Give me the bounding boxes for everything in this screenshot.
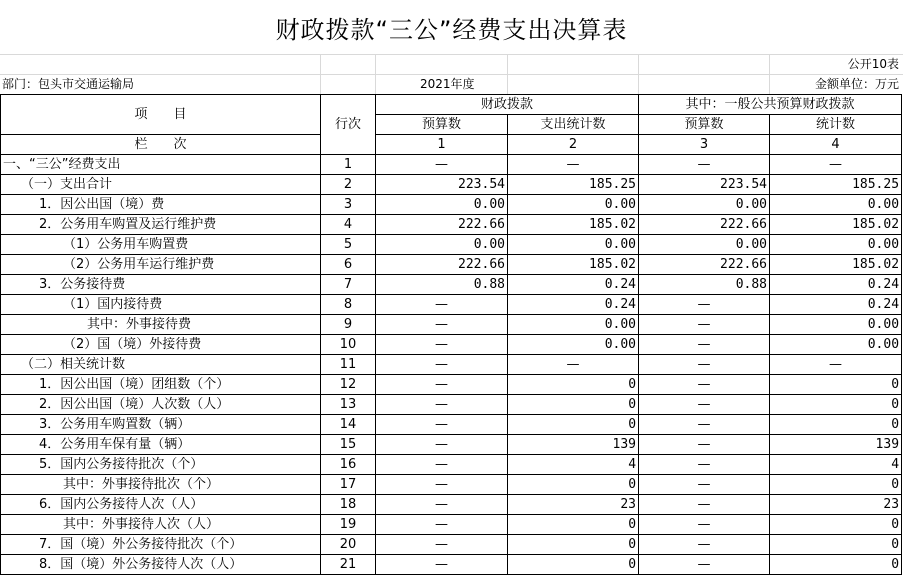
value-cell: 0: [508, 535, 639, 555]
table-row: [1, 175, 902, 195]
value-cell: 0.00: [770, 315, 902, 335]
row-label: 2．因公出国（境）人次数（人）: [1, 395, 321, 415]
value-cell: —: [376, 335, 508, 355]
row-label: （2）公务用车运行维护费: [1, 255, 321, 275]
value-cell: —: [639, 395, 770, 415]
table-row: [1, 435, 902, 455]
row-label: 8．国（境）外公务接待人次（人）: [1, 555, 321, 575]
value-cell: 0.00: [770, 335, 902, 355]
table-row: [1, 395, 902, 415]
table-row: [1, 375, 902, 395]
table-row: [1, 195, 902, 215]
value-cell: —: [376, 535, 508, 555]
row-line-no: 15: [321, 435, 376, 455]
value-cell: 0.88: [376, 275, 508, 295]
row-line-no: 12: [321, 375, 376, 395]
value-cell: 223.54: [376, 175, 508, 195]
table-row: [1, 235, 902, 255]
value-cell: 0.00: [376, 235, 508, 255]
row-label: 其中：外事接待批次（个）: [1, 475, 321, 495]
value-cell: 0: [508, 375, 639, 395]
value-cell: —: [508, 155, 639, 175]
year-label: 2021年度: [420, 77, 475, 91]
row-label: 其中：外事接待人次（人）: [1, 515, 321, 535]
table-row: [1, 495, 902, 515]
sheet-gridline: [320, 54, 321, 94]
row-label: 6．国内公务接待人次（人）: [1, 495, 321, 515]
value-cell: —: [376, 455, 508, 475]
row-label: 2．公务用车购置及运行维护费: [1, 215, 321, 235]
page-title: 财政拨款“三公”经费支出决算表: [275, 15, 628, 44]
table-row: [1, 555, 902, 575]
table-row: [1, 535, 902, 555]
value-cell: —: [639, 315, 770, 335]
value-cell: 0: [770, 375, 902, 395]
value-cell: —: [639, 295, 770, 315]
row-line-no: 5: [321, 235, 376, 255]
row-line-no: 3: [321, 195, 376, 215]
value-cell: 0: [508, 475, 639, 495]
budget2-header: 预算数: [639, 115, 770, 135]
value-cell: —: [376, 395, 508, 415]
col-num: 4: [770, 135, 902, 155]
row-line-no: 14: [321, 415, 376, 435]
row-line-no: 2: [321, 175, 376, 195]
unit-label: 金额单位：万元: [814, 77, 899, 91]
line-no-header: 行次: [321, 95, 376, 155]
row-label: 3．公务用车购置数（辆）: [1, 415, 321, 435]
value-cell: —: [639, 515, 770, 535]
column-label: 栏 次: [1, 135, 321, 155]
row-label: 1．因公出国（境）团组数（个）: [1, 375, 321, 395]
row-line-no: 21: [321, 555, 376, 575]
expense-table: [0, 94, 902, 575]
value-cell: —: [639, 435, 770, 455]
value-cell: 223.54: [639, 175, 770, 195]
table-row: [1, 255, 902, 275]
value-cell: —: [639, 155, 770, 175]
value-cell: —: [639, 455, 770, 475]
table-row: [1, 355, 902, 375]
spend-stat-header: 支出统计数: [508, 115, 639, 135]
value-cell: 0.00: [770, 235, 902, 255]
col-num: 2: [508, 135, 639, 155]
row-label: （1）公务用车购置费: [1, 235, 321, 255]
value-cell: 185.02: [770, 215, 902, 235]
value-cell: —: [508, 355, 639, 375]
table-row: [1, 155, 902, 175]
row-line-no: 16: [321, 455, 376, 475]
value-cell: —: [376, 375, 508, 395]
header-row-1: [1, 95, 902, 115]
value-cell: —: [376, 155, 508, 175]
row-label: 一、“三公”经费支出: [1, 155, 321, 175]
row-label: 5．国内公务接待批次（个）: [1, 455, 321, 475]
row-line-no: 17: [321, 475, 376, 495]
row-label: 其中：外事接待费: [1, 315, 321, 335]
value-cell: 0: [770, 415, 902, 435]
table-row: [1, 335, 902, 355]
value-cell: 185.25: [508, 175, 639, 195]
value-cell: —: [376, 295, 508, 315]
table-row: [1, 515, 902, 535]
header-row-3: [1, 135, 902, 155]
row-line-no: 11: [321, 355, 376, 375]
value-cell: —: [639, 335, 770, 355]
value-cell: 185.02: [508, 215, 639, 235]
value-cell: 0.24: [770, 295, 902, 315]
row-label: （一）支出合计: [1, 175, 321, 195]
row-line-no: 18: [321, 495, 376, 515]
value-cell: 4: [508, 455, 639, 475]
value-cell: 222.66: [639, 255, 770, 275]
value-cell: 222.66: [639, 215, 770, 235]
row-label: 4．公务用车保有量（辆）: [1, 435, 321, 455]
budget-header: 预算数: [376, 115, 508, 135]
value-cell: —: [376, 495, 508, 515]
value-cell: —: [376, 415, 508, 435]
value-cell: 0: [770, 475, 902, 495]
row-line-no: 4: [321, 215, 376, 235]
value-cell: 139: [770, 435, 902, 455]
row-line-no: 1: [321, 155, 376, 175]
row-line-no: 8: [321, 295, 376, 315]
row-line-no: 9: [321, 315, 376, 335]
row-label: 1．因公出国（境）费: [1, 195, 321, 215]
row-label: （2）国（境）外接待费: [1, 335, 321, 355]
value-cell: —: [639, 375, 770, 395]
value-cell: 222.66: [376, 215, 508, 235]
table-row: [1, 275, 902, 295]
value-cell: —: [639, 415, 770, 435]
row-label: （二）相关统计数: [1, 355, 321, 375]
row-label: 3．公务接待费: [1, 275, 321, 295]
value-cell: 0.00: [376, 195, 508, 215]
value-cell: —: [376, 515, 508, 535]
value-cell: —: [376, 475, 508, 495]
value-cell: 139: [508, 435, 639, 455]
row-label: 7．国（境）外公务接待批次（个）: [1, 535, 321, 555]
row-line-no: 7: [321, 275, 376, 295]
row-line-no: 6: [321, 255, 376, 275]
value-cell: 0: [770, 395, 902, 415]
sheet-gridline: [375, 54, 376, 94]
value-cell: —: [639, 495, 770, 515]
table-row: [1, 415, 902, 435]
value-cell: —: [639, 475, 770, 495]
value-cell: 0: [508, 395, 639, 415]
value-cell: 0.24: [770, 275, 902, 295]
value-cell: —: [376, 435, 508, 455]
value-cell: 0.00: [508, 195, 639, 215]
value-cell: 0.88: [639, 275, 770, 295]
value-cell: 185.25: [770, 175, 902, 195]
row-line-no: 19: [321, 515, 376, 535]
row-line-no: 13: [321, 395, 376, 415]
value-cell: 0: [770, 515, 902, 535]
value-cell: 0: [770, 535, 902, 555]
value-cell: —: [376, 355, 508, 375]
table-row: [1, 215, 902, 235]
item-header: 项 目: [1, 95, 321, 135]
value-cell: —: [639, 555, 770, 575]
row-line-no: 10: [321, 335, 376, 355]
value-cell: 0: [508, 515, 639, 535]
value-cell: 185.02: [770, 255, 902, 275]
table-row: [1, 315, 902, 335]
value-cell: 23: [508, 495, 639, 515]
table-row: [1, 295, 902, 315]
sheet-gridline: [507, 54, 508, 94]
value-cell: —: [376, 315, 508, 335]
row-line-no: 20: [321, 535, 376, 555]
sheet-gridline: [0, 54, 903, 55]
row-label: （1）国内接待费: [1, 295, 321, 315]
col-num: 3: [639, 135, 770, 155]
value-cell: 0.24: [508, 275, 639, 295]
value-cell: 0: [508, 555, 639, 575]
fiscal-group-header: 财政拨款: [376, 95, 639, 115]
value-cell: —: [770, 155, 902, 175]
value-cell: 0.24: [508, 295, 639, 315]
table-row: [1, 455, 902, 475]
form-code: 公开10表: [847, 57, 899, 71]
sheet-gridline: [638, 54, 639, 94]
value-cell: —: [639, 535, 770, 555]
value-cell: 23: [770, 495, 902, 515]
value-cell: 222.66: [376, 255, 508, 275]
value-cell: 0.00: [639, 195, 770, 215]
value-cell: 0: [508, 415, 639, 435]
value-cell: 4: [770, 455, 902, 475]
general-group-header: 其中：一般公共预算财政拨款: [639, 95, 902, 115]
value-cell: 0.00: [508, 315, 639, 335]
value-cell: 0.00: [508, 335, 639, 355]
value-cell: 0.00: [639, 235, 770, 255]
value-cell: —: [770, 355, 902, 375]
value-cell: —: [376, 555, 508, 575]
table-row: [1, 475, 902, 495]
value-cell: —: [639, 355, 770, 375]
value-cell: 0.00: [770, 195, 902, 215]
stat-header: 统计数: [770, 115, 902, 135]
col-num: 1: [376, 135, 508, 155]
value-cell: 0.00: [508, 235, 639, 255]
value-cell: 185.02: [508, 255, 639, 275]
department-label: 部门：包头市交通运输局: [2, 77, 135, 91]
value-cell: 0: [770, 555, 902, 575]
sheet-gridline: [769, 54, 770, 94]
